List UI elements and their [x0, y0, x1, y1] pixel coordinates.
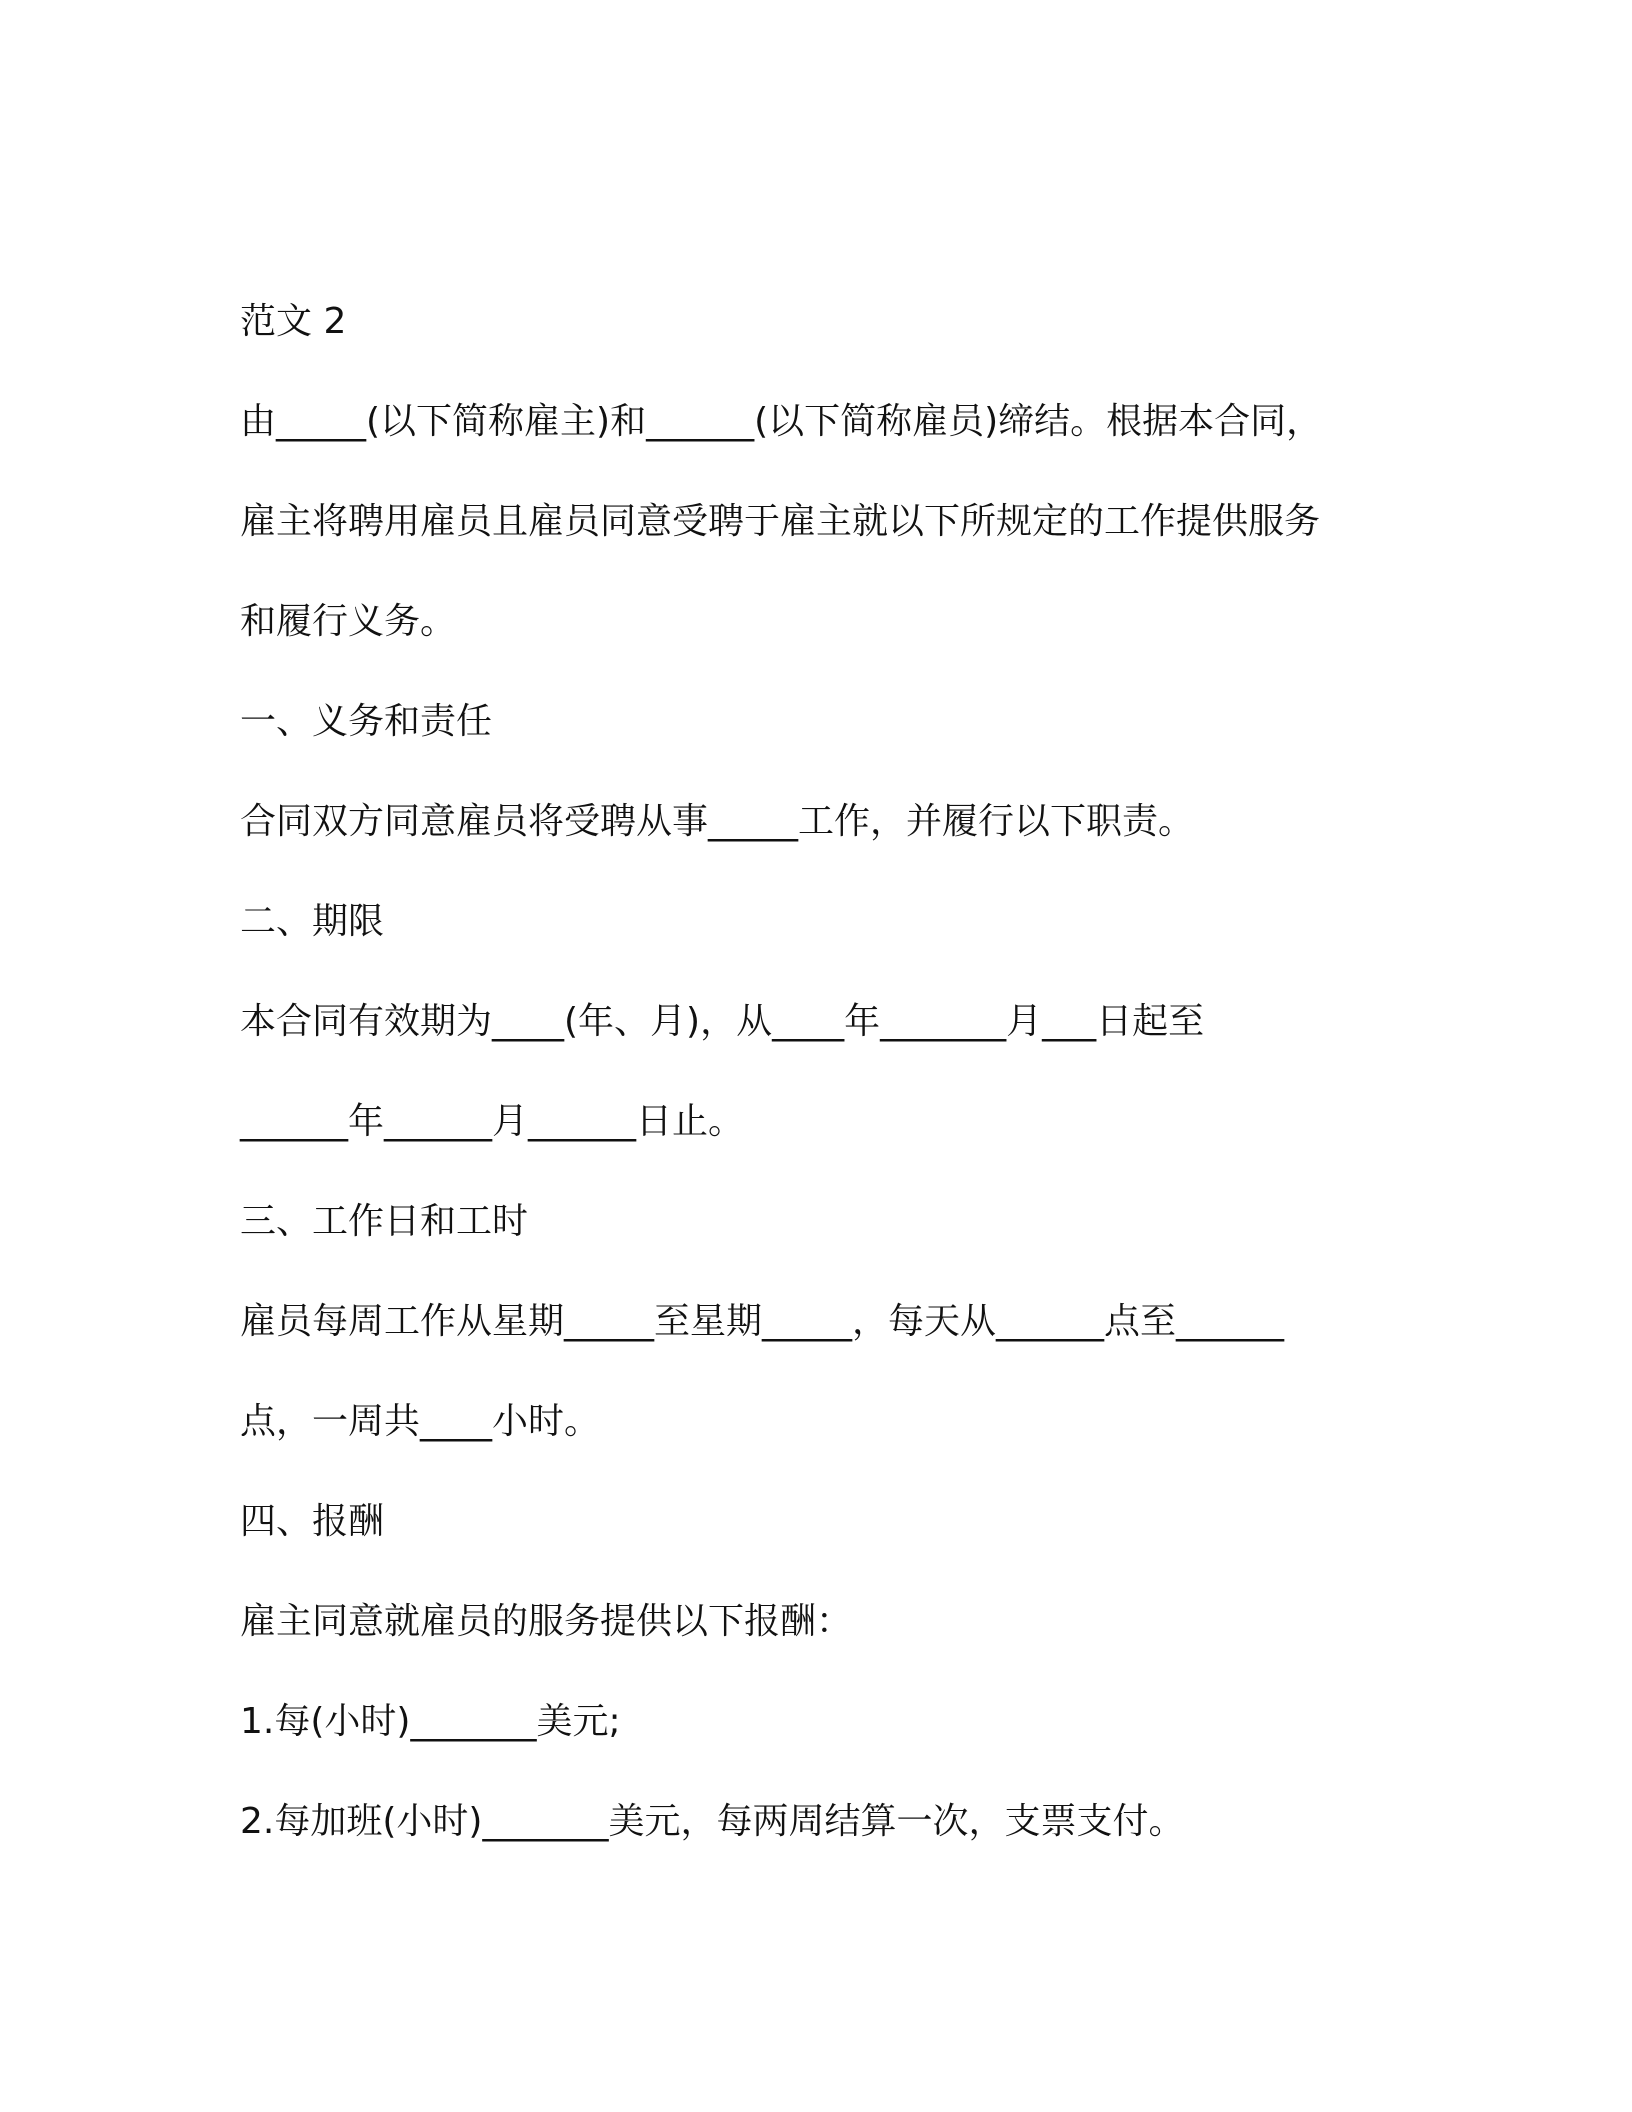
paragraph-line: 点，一周共____小时。	[240, 1401, 601, 1442]
document-title: 范文 2	[240, 301, 347, 342]
section-heading-duties: 一、义务和责任	[240, 701, 493, 742]
section-heading-pay: 四、报酬	[240, 1501, 385, 1542]
paragraph-line: 雇主同意就雇员的服务提供以下报酬：	[240, 1601, 853, 1642]
paragraph-line: ______年______月______日止。	[240, 1101, 745, 1142]
paragraph-line: 本合同有效期为____(年、月)，从____年_______月___日起至	[240, 1001, 1205, 1042]
section-heading-hours: 三、工作日和工时	[240, 1201, 529, 1242]
paragraph-line: 由_____(以下简称雇主)和______(以下简称雇员)缔结。根据本合同，	[240, 401, 1323, 442]
paragraph-line: 和履行义务。	[240, 601, 457, 642]
list-item: 2.每加班(小时)_______美元，每两周结算一次，支票支付。	[240, 1801, 1185, 1842]
section-heading-term: 二、期限	[240, 901, 385, 942]
paragraph-line: 合同双方同意雇员将受聘从事_____工作，并履行以下职责。	[240, 801, 1195, 842]
list-item: 1.每(小时)_______美元;	[240, 1701, 621, 1742]
paragraph-line: 雇员每周工作从星期_____至星期_____，每天从______点至______	[240, 1301, 1285, 1342]
paragraph-line: 雇主将聘用雇员且雇员同意受聘于雇主就以下所规定的工作提供服务	[240, 501, 1321, 542]
